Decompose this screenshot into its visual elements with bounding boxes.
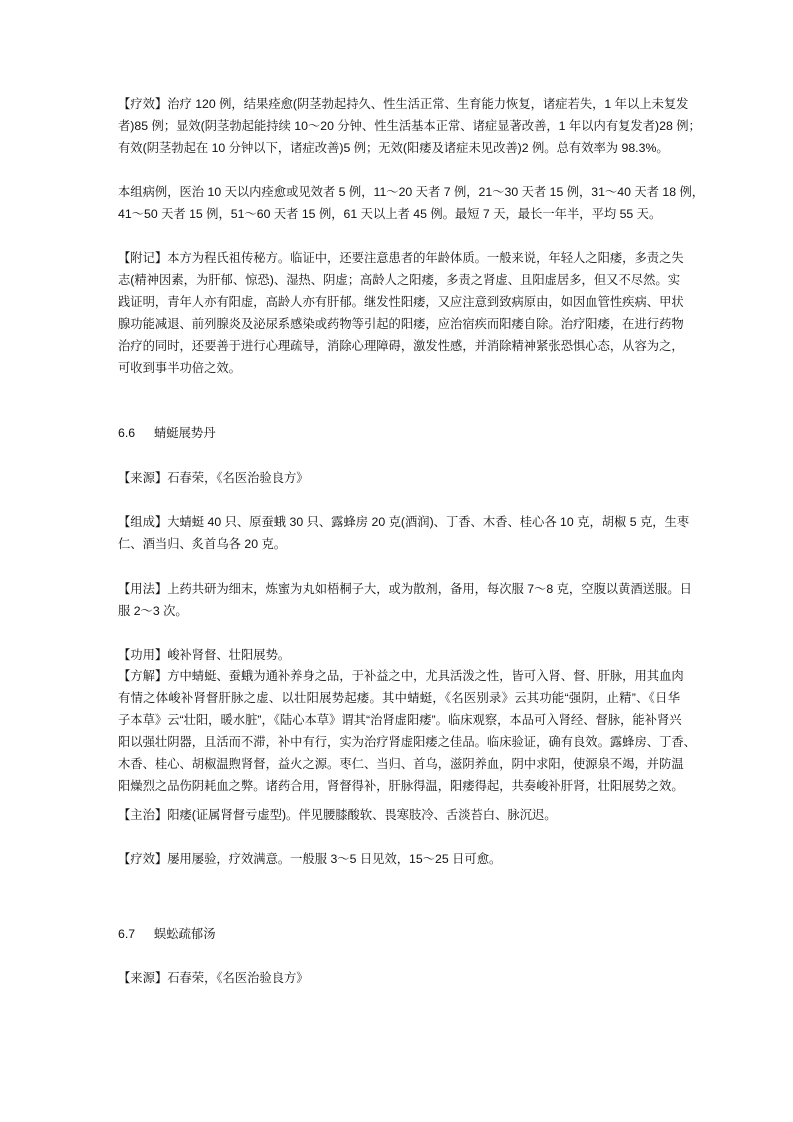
text-line: 【方解】方中蜻蜓、蚕蛾为通补养身之品，于补益之中，尤具活泼之性，皆可入肾、督、肝脉，用其血肉 — [118, 669, 684, 683]
text-line: 【组成】大蜻蜓 40 只、原蚕蛾 30 只、露蜂房 20 克(酒润)、丁香、木香、桂心各 10 克，胡椒 5 克，生枣 — [118, 515, 690, 529]
text-line: 【附记】本方为程氏祖传秘方。临证中，还要注意患者的年龄体质。一般来说，年轻人之阳痿，多责之失 — [118, 251, 684, 265]
text-line: 阳以强壮阴器，且活而不滞，补中有行，实为治疗肾虚阳痿之佳品。临床验证，确有良效。露蜂房、丁香、 — [118, 735, 696, 749]
text-line: 子本草》云“壮阳，暖水脏”，《陆心本草》谓其“治肾虚阳痿”。临床观察，本品可入肾经、督脉，能补肾兴 — [118, 713, 682, 727]
explanation-paragraph — [118, 665, 696, 797]
text-line: 治疗的同时，还要善于进行心理疏导，消除心理障碍，激发性感，并消除精神紧张恐惧心态，从容为之， — [118, 339, 684, 353]
text-line: 践证明，青年人亦有阳虚，高龄人亦有肝郁。继发性阳痿，又应注意到致病原由，如因血管性疾病、甲状 — [118, 295, 684, 309]
text-line: 服 2～3 次。 — [118, 604, 188, 618]
text-line: 阳燥烈之品伤阴耗血之弊。诸药合用，肾督得补，肝脉得温，阳痿得起，共奏峻补肝肾，壮阳展势之效。 — [118, 779, 684, 793]
usage-paragraph — [118, 578, 692, 622]
text-line: 【来源】石春荣，《名医治验良方》 — [118, 971, 309, 985]
source-paragraph-6-7 — [118, 967, 680, 989]
appendix-paragraph — [118, 247, 684, 379]
text-line: 有效(阴茎勃起在 10 分钟以下，诸症改善)5 例；无效(阳痿及诸症未见改善)2 例。总有效率为 98.3%。 — [118, 141, 669, 155]
text-line: 木香、桂心、胡椒温煦肾督，益火之源。枣仁、当归、首乌，滋阴养血，阴中求阳，使源泉不竭，并防温 — [118, 757, 684, 771]
indication-paragraph — [118, 804, 680, 826]
case-duration-paragraph — [118, 181, 705, 225]
source-paragraph — [118, 467, 680, 489]
section-heading-6-6 — [118, 422, 216, 444]
text-line: 者)85 例；显效(阴茎勃起能持续 10～20 分钟、性生活基本正常、诸症显著改善，1 年以内有复发者)28 例； — [118, 119, 701, 133]
text-line: 【疗效】屡用屡验，疗效满意。一般服 3～5 日见效，15～25 日可愈。 — [118, 852, 502, 866]
efficacy-paragraph-6-6 — [118, 848, 680, 870]
text-line: 41～50 天者 15 例，51～60 天者 15 例，61 天以上者 45 例。最短 7 天，最长一年半，平均 55 天。 — [118, 207, 662, 221]
text-line: 志(精神因素，为肝郁、惊恐)、湿热、阴虚；高龄人之阳痿，多责之肾虚、且阳虚居多，但又不尽然。实 — [118, 273, 680, 287]
section-title: 蜈蚣疏郁汤 — [154, 927, 216, 941]
section-number: 6.6 — [118, 426, 136, 440]
text-line: 有情之体峻补肾督肝脉之虚、以壮阳展势起痿。其中蜻蜓，《名医别录》云其功能“强阴，止精”、《日华 — [118, 691, 680, 705]
text-line: 【来源】石春荣，《名医治验良方》 — [118, 471, 309, 485]
text-line: 【用法】上药共研为细末，炼蜜为丸如梧桐子大，或为散剂，备用，每次服 7～8 克，空腹以黄酒送服。日 — [118, 582, 692, 596]
text-line: 可收到事半功倍之效。 — [118, 361, 241, 375]
text-line: 【主治】阳痿(证属肾督亏虚型)。伴见腰膝酸软、畏寒肢冷、舌淡苔白、脉沉迟。 — [118, 808, 557, 822]
text-line: 本组病例，医治 10 天以内痊愈或见效者 5 例，11～20 天者 7 例，21～30 天者 15 例，31～40 天者 18 例， — [118, 185, 705, 199]
text-line: 仁、酒当归、炙首乌各 20 克。 — [118, 537, 287, 551]
section-title: 蜻蜓展势丹 — [154, 426, 216, 440]
section-heading-6-7 — [118, 923, 216, 945]
text-line: 腺功能减退、前列腺炎及泌尿系感染或药物等引起的阳痿，应治宿疾而阳痿自除。治疗阳痿，在进行药物 — [118, 317, 684, 331]
section-number: 6.7 — [118, 927, 136, 941]
text-line: 【疗效】治疗 120 例，结果痊愈(阴茎勃起持久、性生活正常、生育能力恢复，诸症若失，1 年以上未复发 — [118, 97, 689, 111]
composition-paragraph — [118, 511, 690, 555]
efficacy-paragraph — [118, 93, 701, 159]
text-line: 【功用】峻补肾督、壮阳展势。 — [118, 648, 291, 662]
function-paragraph — [118, 644, 680, 666]
